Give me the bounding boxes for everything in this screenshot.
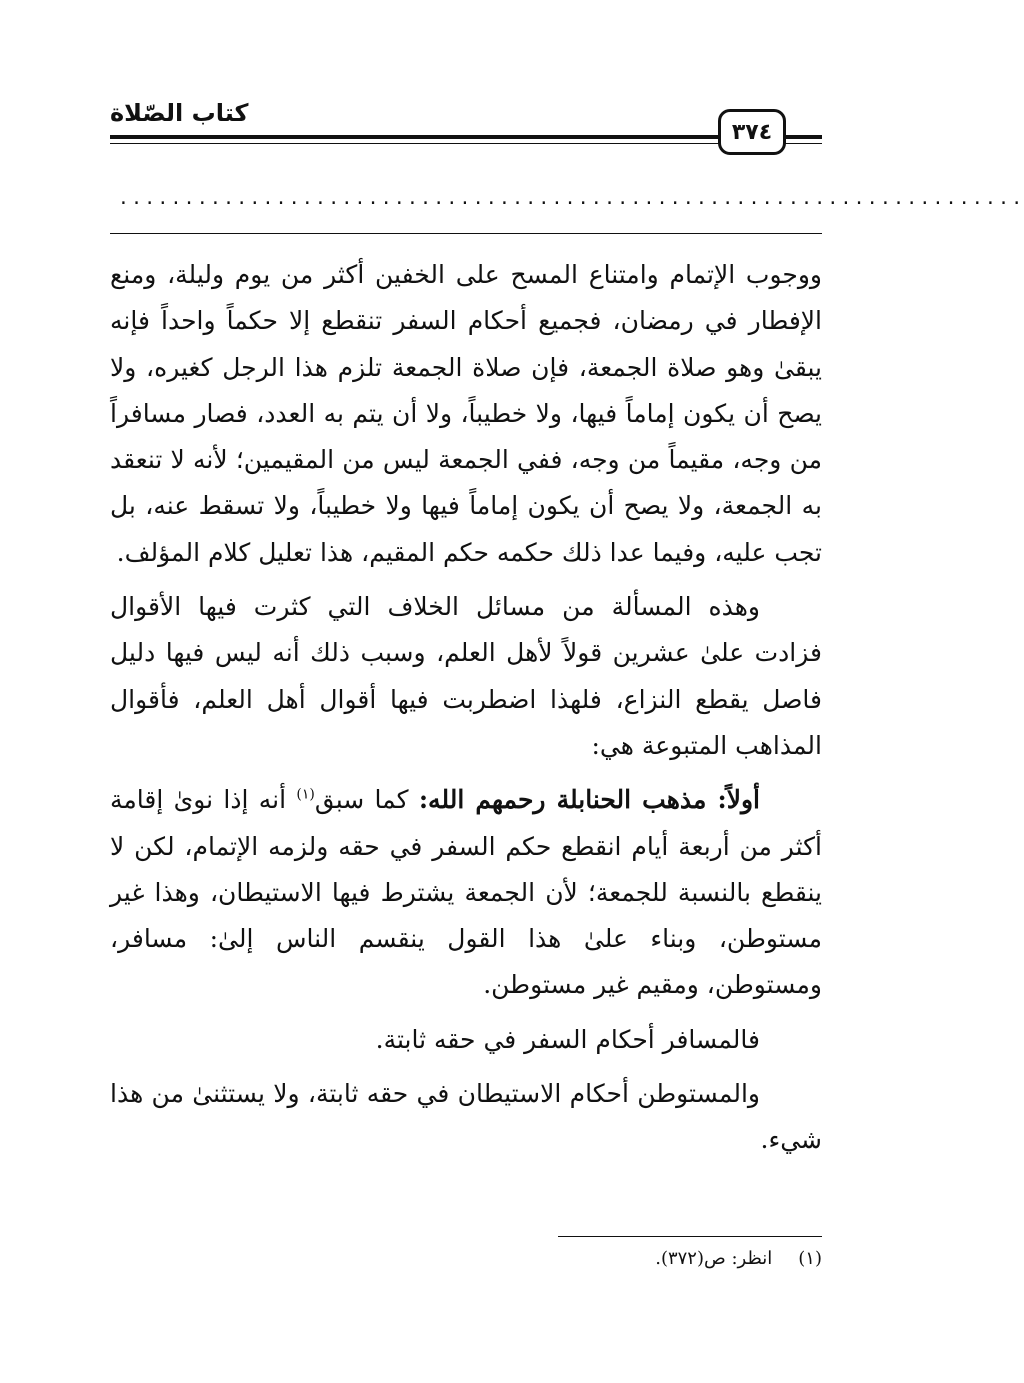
page-number: ٣٧٤ — [731, 119, 773, 145]
footnote-rule — [558, 1236, 822, 1237]
header-rule-thick — [110, 135, 822, 139]
hanbali-heading: أولاً: مذهب الحنابلة رحمهم الله: — [418, 785, 760, 815]
footnote-reference[interactable]: (١) — [296, 786, 315, 803]
dotted-separator: ..................................................................... — [118, 188, 1024, 209]
paragraph-3-intro: كما سبق — [314, 785, 419, 815]
paragraph-5: والمستوطن أحكام الاستيطان في حقه ثابتة، ولا يستثنىٰ من هذا شيء. — [110, 1079, 822, 1155]
paragraph-2: وهذه المسألة من مسائل الخلاف التي كثرت فيها الأقوال فزادت علىٰ عشرين قولاً لأهل العلم، وسبب ذلك أنه ليس فيها دليل فاصل يقطع النزاع، فلهذا اضطربت فيها أقوال أهل العلم، فأقوال المذاهب المتبوعة هي: — [110, 592, 822, 760]
footnote-text: انظر: ص(٣٧٢). — [655, 1248, 773, 1269]
body-text — [110, 252, 822, 1164]
book-title: كتاب الصّلاة — [110, 99, 249, 127]
footnote — [500, 1244, 822, 1274]
page-number-badge — [718, 109, 786, 155]
page-header — [110, 95, 822, 165]
header-rule-thin — [110, 143, 822, 144]
footnote-number: (١) — [798, 1248, 822, 1269]
paragraph-3-text: أنه إذا نوىٰ إقامة أكثر من أربعة أيام انقطع حكم السفر في حقه ولزمه الإتمام، لكن لا ينقطع بالنسبة للجمعة؛ لأن الجمعة يشترط فيها الاستيطان، وهذا غير مستوطن، وبناء علىٰ هذا القول ينقسم الناس إلىٰ: مسافر، ومستوطن، ومقيم غير مستوطن. — [110, 785, 822, 1000]
paragraph-4: فالمسافر أحكام السفر في حقه ثابتة. — [375, 1024, 760, 1054]
paragraph-1: ووجوب الإتمام وامتناع المسح على الخفين أكثر من يوم وليلة، ومنع الإفطار في رمضان، فجميع أحكام السفر تنقطع إلا حكماً واحداً فإنه يبقىٰ وهو صلاة الجمعة، فإن صلاة الجمعة تلزم هذا الرجل كغيره، ولا يصح أن يكون إماماً فيها، ولا خطيباً، ولا أن يتم به العدد، فصار مسافراً من وجه، مقيماً من وجه، ففي الجمعة ليس من المقيمين؛ لأنه لا تنعقد به الجمعة، ولا يصح أن يكون إماماً فيها ولا خطيباً، ولا تسقط عنه، بل تجب عليه، وفيما عدا ذلك حكمه حكم المقيم، هذا تعليل كلام المؤلف. — [110, 260, 822, 567]
paragraph-3 — [110, 777, 822, 1008]
body-top-rule — [110, 233, 822, 234]
